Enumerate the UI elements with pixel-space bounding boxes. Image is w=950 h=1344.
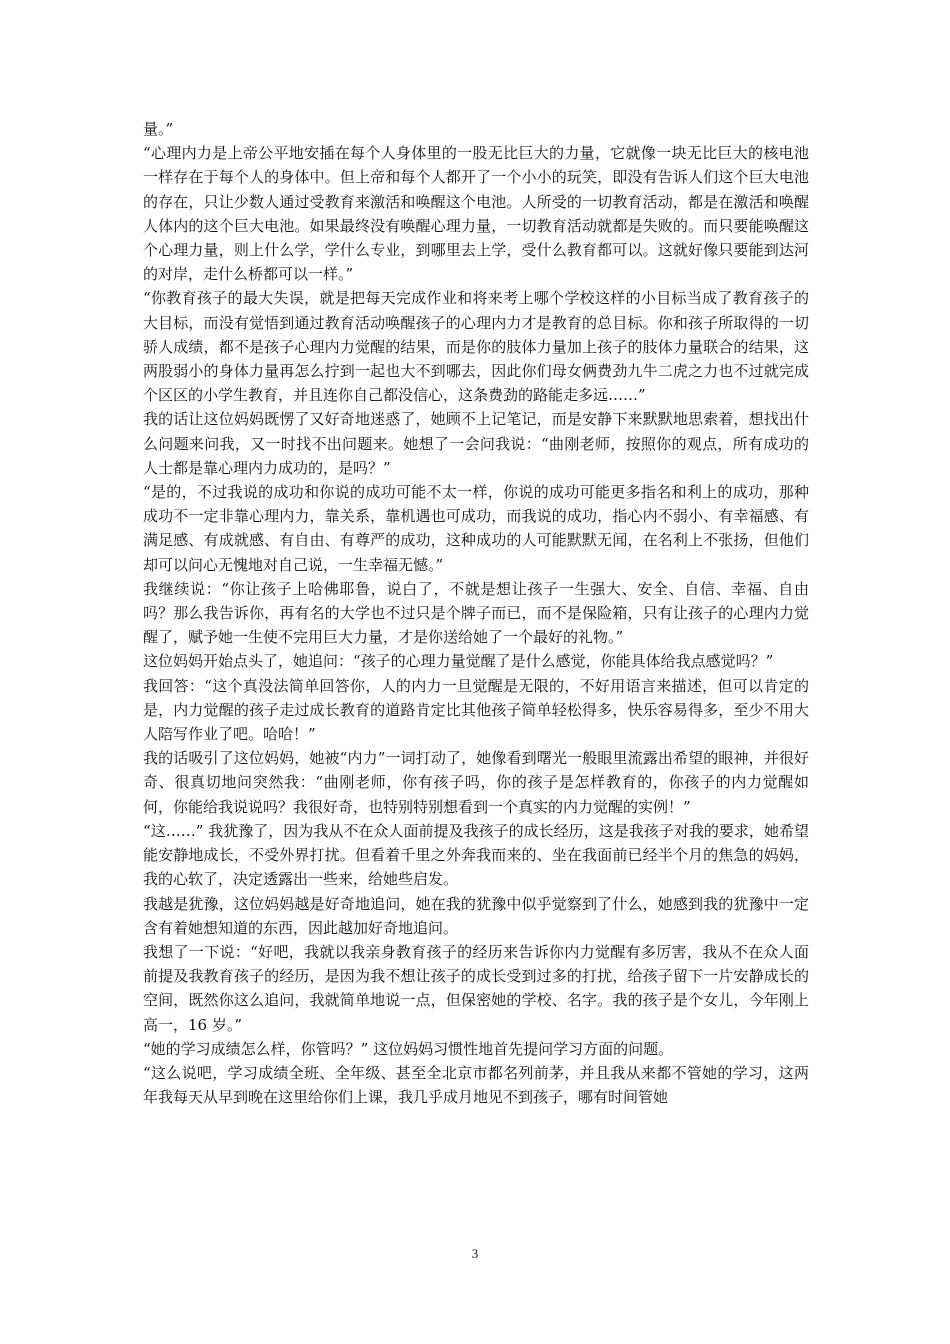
paragraph: “是的，不过我说的成功和你说的成功可能不太一样，你说的成功可能更多指名和利上的成功，那种成功不一定非靠心理内力，靠关系，靠机遇也可成功，而我说的成功，指心内不弱小、有幸福感、有满足感、有成就感、有自由、有尊严的成功，这种成功的人可能默默无闻，在名利上不张扬，但他们却可以问心无愧地对自己说，一生幸福无憾。”	[143, 483, 809, 574]
paragraph: 我的话让这位妈妈既愣了又好奇地迷惑了，她顾不上记笔记，而是安静下来默默地思索着，想找出什么问题来问我，又一时找不出问题来。她想了一会问我说：“曲刚老师，按照你的观点，所有成功的人士都是靠心理内力成功的，是吗？”	[143, 410, 809, 477]
paragraph: “心理内力是上帝公平地安插在每个人身体里的一股无比巨大的力量，它就像一块无比巨大的核电池一样存在于每个人的身体中。但上帝和每个人都开了一个小小的玩笑，即没有告诉人们这个巨大电池的存在，只让少数人通过受教育来激活和唤醒这个电池。人所受的一切教育活动，都是在激活和唤醒人体内的这个巨大电池。如果最终没有唤醒心理力量，一切教育活动就都是失败的。而只要能唤醒这个心理力量，则上什么学，学什么专业，到哪里去上学，受什么教育都可以。这就好像只要能到达河的对岸，走什么桥都可以一样。”	[143, 144, 809, 284]
paragraph: “这……” 我犹豫了，因为我从不在众人面前提及我孩子的成长经历，这是我孩子对我的要求，她希望能安静地成长，不受外界打扰。但看着千里之外奔我而来的、坐在我面前已经半个月的焦急的妈妈，我的心软了，决定透露出一些来，给她些启发。	[143, 821, 809, 889]
paragraph: 我想了一下说：“好吧，我就以我亲身教育孩子的经历来告诉你内力觉醒有多厉害，我从不在众人面前提及我教育孩子的经历，是因为我不想让孩子的成长受到过多的打扰，给孩子留下一片安静成长的空间，既然你这么追问，我就简单地说一点，但保密她的学校、名字。我的孩子是个女儿，今年刚上高一，16 岁。”	[143, 942, 809, 1034]
body-text	[143, 117, 809, 1109]
paragraph: 我的话吸引了这位妈妈，她被“内力”一词打动了，她像看到曙光一般眼里流露出希望的眼神，并很好奇、很真切地问突然我：“曲刚老师，你有孩子吗，你的孩子是怎样教育的，你孩子的内力觉醒如何，你能给我说说吗？我很好奇，也特别特别想看到一个真实的内力觉醒的实例！”	[143, 749, 809, 816]
paragraph: “你教育孩子的最大失误，就是把每天完成作业和将来考上哪个学校这样的小目标当成了教育孩子的大目标，而没有觉悟到通过教育活动唤醒孩子的心理内力才是教育的总目标。你和孩子所取得的一切骄人成绩，都不是孩子心理内力觉醒的结果，而是你的肢体力量加上孩子的肢体力量联合的结果，这两股弱小的身体力量再怎么拧到一起也大不到哪去，因此你们母女俩费劲九牛二虎之力也不过就完成个区区的小学生教育，并且连你自己都没信心，这条费劲的路能走多远……”	[143, 289, 809, 405]
paragraph: 我继续说：“你让孩子上哈佛耶鲁，说白了，不就是想让孩子一生强大、安全、自信、幸福、自由吗？那么我告诉你，再有名的大学也不过只是个牌子而已，而不是保险箱，只有让孩子的心理内力觉醒了，赋予她一生使不完用巨大力量，才是你送给她了一个最好的礼物。”	[143, 579, 809, 647]
paragraph: 我越是犹豫，这位妈妈越是好奇地追问，她在我的犹豫中似乎觉察到了什么，她感到我的犹豫中一定含有着她想知道的东西，因此越加好奇地追问。	[143, 894, 809, 937]
paragraph: 量。”	[143, 120, 174, 138]
page-number: 3	[471, 1246, 479, 1261]
paragraph: 这位妈妈开始点头了，她追问：“孩子的心理力量觉醒了是什么感觉，你能具体给我点感觉吗？”	[143, 652, 774, 671]
paragraph: “这么说吧，学习成绩全班、全年级、甚至全北京市都名列前茅，并且我从来都不管她的学习，这两年我每天从早到晚在这里给你们上课，我几乎成月地见不到孩子，哪有时间管她	[143, 1063, 809, 1107]
paragraph: 我回答：“这个真没法简单回答你，人的内力一旦觉醒是无限的，不好用语言来描述，但可以肯定的是，内力觉醒的孩子走过成长教育的道路肯定比其他孩子简单轻松得多，快乐容易得多，至少不用大人陪写作业了吧。哈哈！”	[143, 676, 809, 744]
paragraph: “她的学习成绩怎么样，你管吗？” 这位妈妈习惯性地首先提问学习方面的问题。	[143, 1039, 674, 1058]
